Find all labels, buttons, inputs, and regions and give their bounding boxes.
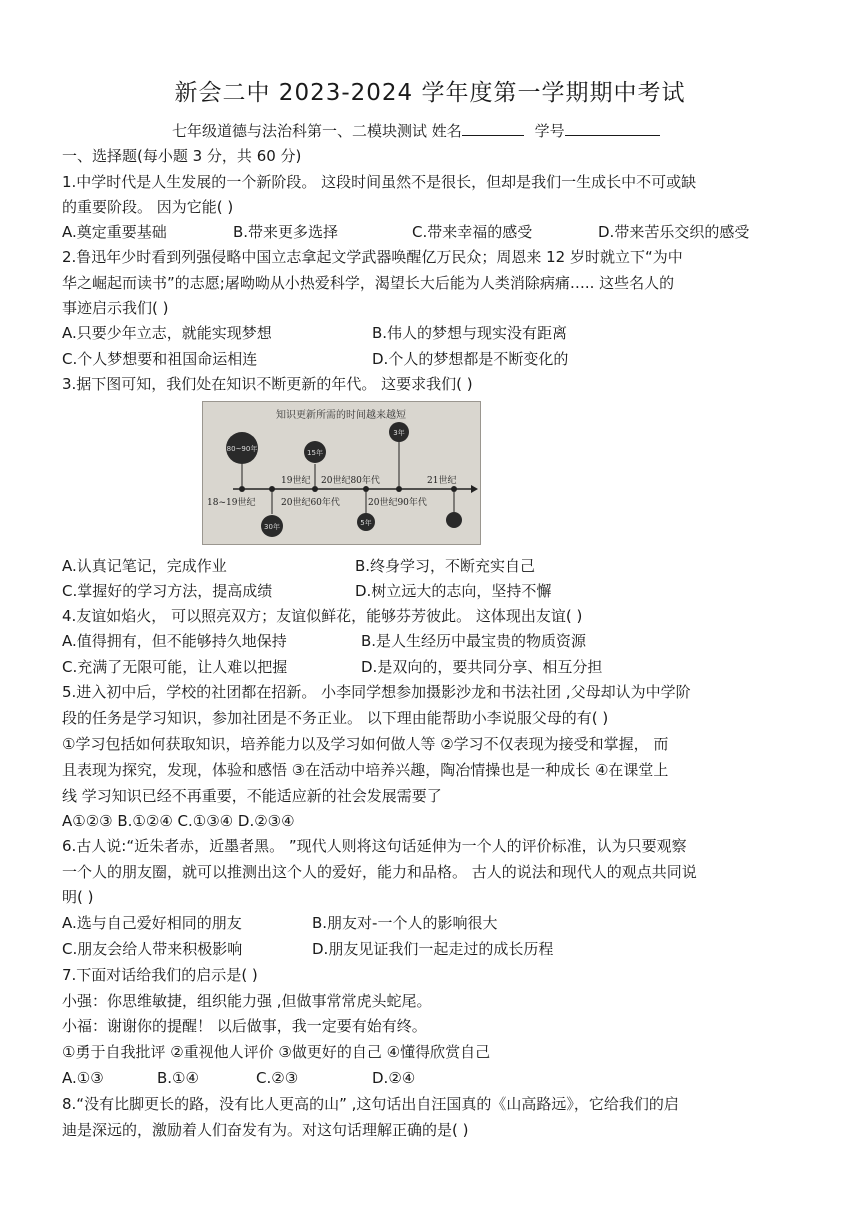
name-blank — [462, 121, 524, 136]
q1-option-b: B.带来更多选择 — [233, 223, 339, 241]
q2-stem-3: 事迹启示我们( ) — [62, 299, 169, 317]
label-1960s: 20世纪60年代 — [281, 498, 340, 508]
q6-option-d: D.朋友见证我们一起走过的成长历程 — [312, 940, 554, 958]
q2-stem-1: 2.鲁迅年少时看到列强侵略中国立志拿起文学武器唤醒亿万民众；周恩来 12 岁时就立下“为中 — [62, 248, 683, 266]
q7-option-c: C.②③ — [256, 1069, 299, 1087]
q4-option-b: B.是人生经历中最宝贵的物质资源 — [361, 632, 587, 650]
q7-option-b: B.①④ — [157, 1069, 199, 1087]
q6-option-b: B.朋友对-一个人的影响很大 — [312, 914, 498, 932]
q4-option-c: C.充满了无限可能，让人难以把握 — [62, 658, 288, 676]
q3-option-c: C.掌握好的学习方法，提高成绩 — [62, 582, 273, 600]
badge-30-label: 30年 — [264, 523, 280, 531]
badge-15-label: 15年 — [307, 449, 323, 457]
q3-option-b: B.终身学习，不断充实自己 — [355, 557, 536, 575]
q7-dialog-2: 小福：谢谢你的提醒！ 以后做事，我一定要有始有终。 — [62, 1017, 427, 1035]
badge-3-label: 3年 — [393, 429, 405, 437]
q7-dialog-1: 小强：你思维敏捷，组织能力强 ,但做事常常虎头蛇尾。 — [62, 992, 432, 1010]
label-1980s: 20世纪80年代 — [321, 476, 380, 486]
tick-dot — [363, 486, 369, 492]
badge-80-90-label: 80~90年 — [226, 445, 258, 453]
label-18-19c: 18~19世纪 — [207, 498, 256, 508]
q5-stem-3: ①学习包括如何获取知识，培养能力以及学习如何做人等 ②学习不仅表现为接受和掌握， 而 — [62, 735, 669, 753]
q5-stem-1: 5.进入初中后，学校的社团都在招新。 小李同学想参加摄影沙龙和书法社团 ,父母却认为中学阶 — [62, 683, 691, 701]
subtitle-text: 七年级道德与法治科第一、二模块测试 姓名 — [172, 122, 462, 140]
subtitle-line — [172, 120, 660, 141]
label-21c: 21世纪 — [427, 476, 457, 486]
q7-stem: 7.下面对话给我们的启示是( ) — [62, 966, 258, 984]
label-19c: 19世纪 — [281, 476, 311, 486]
q3-stem: 3.据下图可知，我们处在知识不断更新的年代。 这要求我们( ) — [62, 375, 473, 393]
label-1990s: 20世纪90年代 — [368, 498, 427, 508]
q6-option-a: A.选与自己爱好相同的朋友 — [62, 914, 242, 932]
tick-dot — [396, 486, 402, 492]
q6-stem-3: 明( ) — [62, 888, 94, 906]
id-blank — [565, 121, 660, 136]
page-title: 新会二中 2023-2024 学年度第一学期期中考试 — [174, 80, 686, 106]
timeline-svg — [203, 402, 480, 544]
section-heading: 一、选择题(每小题 3 分，共 60 分) — [62, 147, 302, 165]
q3-option-a: A.认真记笔记，完成作业 — [62, 557, 227, 575]
q2-option-d: D.个人的梦想都是不断变化的 — [372, 350, 569, 368]
q6-stem-1: 6.古人说:“近朱者赤，近墨者黑。 ”现代人则将这句话延伸为一个人的评价标准，认为只要观察 — [62, 837, 687, 855]
q8-stem-2: 迪是深远的，激励着人们奋发有为。对这句话理解正确的是( ) — [62, 1121, 469, 1139]
q2-stem-2: 华之崛起而读书”的志愿;屠呦呦从小热爱科学，渴望长大后能为人类消除病痛….. 这些名人的 — [62, 274, 675, 292]
q6-stem-2: 一个人的朋友圈，就可以推测出这个人的爱好，能力和品格。 古人的说法和现代人的观点共同说 — [62, 863, 697, 881]
q1-stem-1: 1.中学时代是人生发展的一个新阶段。 这段时间虽然不是很长，但却是我们一生成长中不可或缺 — [62, 173, 697, 191]
q1-option-c: C.带来幸福的感受 — [412, 223, 533, 241]
q5-options: A①②③ B.①②④ C.①③④ D.②③④ — [62, 812, 295, 830]
badge-21c — [446, 512, 462, 528]
q7-option-a: A.①③ — [62, 1069, 104, 1087]
q4-stem: 4.友谊如焰火， 可以照亮双方；友谊似鲜花，能够芬芳彼此。 这体现出友谊( ) — [62, 607, 583, 625]
tick-dot — [269, 486, 275, 492]
q7-option-d: D.②④ — [372, 1069, 416, 1087]
q1-option-d: D.带来苦乐交织的感受 — [598, 223, 750, 241]
badge-5-label: 5年 — [360, 519, 372, 527]
q3-option-d: D.树立远大的志向，坚持不懈 — [355, 582, 552, 600]
knowledge-timeline-figure — [202, 401, 481, 545]
figure-heading: 知识更新所需的时间越来越短 — [276, 410, 406, 421]
q7-statements: ①勇于自我批评 ②重视他人评价 ③做更好的自己 ④懂得欣赏自己 — [62, 1043, 491, 1061]
q5-stem-5: 线 学习知识已经不再重要，不能适应新的社会发展需要了 — [62, 787, 442, 805]
q4-option-d: D.是双向的，要共同分享、相互分担 — [361, 658, 603, 676]
q1-option-a: A.奠定重要基础 — [62, 223, 167, 241]
q5-stem-2: 段的任务是学习知识，参加社团是不务正业。 以下理由能帮助小李说服父母的有( ) — [62, 709, 609, 727]
q6-option-c: C.朋友会给人带来积极影响 — [62, 940, 243, 958]
q2-option-b: B.伟人的梦想与现实没有距离 — [372, 324, 568, 342]
tick-dot — [312, 486, 318, 492]
tick-dot — [239, 486, 245, 492]
q2-option-a: A.只要少年立志，就能实现梦想 — [62, 324, 272, 342]
q4-option-a: A.值得拥有，但不能够持久地保持 — [62, 632, 287, 650]
timeline-arrow — [471, 485, 478, 493]
q5-stem-4: 且表现为探究，发现，体验和感悟 ③在活动中培养兴趣，陶冶情操也是一种成长 ④在课堂上 — [62, 761, 669, 779]
id-label: 学号 — [534, 122, 565, 140]
tick-dot — [451, 486, 457, 492]
q2-option-c: C.个人梦想要和祖国命运相连 — [62, 350, 258, 368]
q1-stem-2: 的重要阶段。 因为它能( ) — [62, 198, 234, 216]
q8-stem-1: 8.“没有比脚更长的路，没有比人更高的山” ,这句话出自汪国真的《山高路远》，它给我们的启 — [62, 1095, 679, 1113]
